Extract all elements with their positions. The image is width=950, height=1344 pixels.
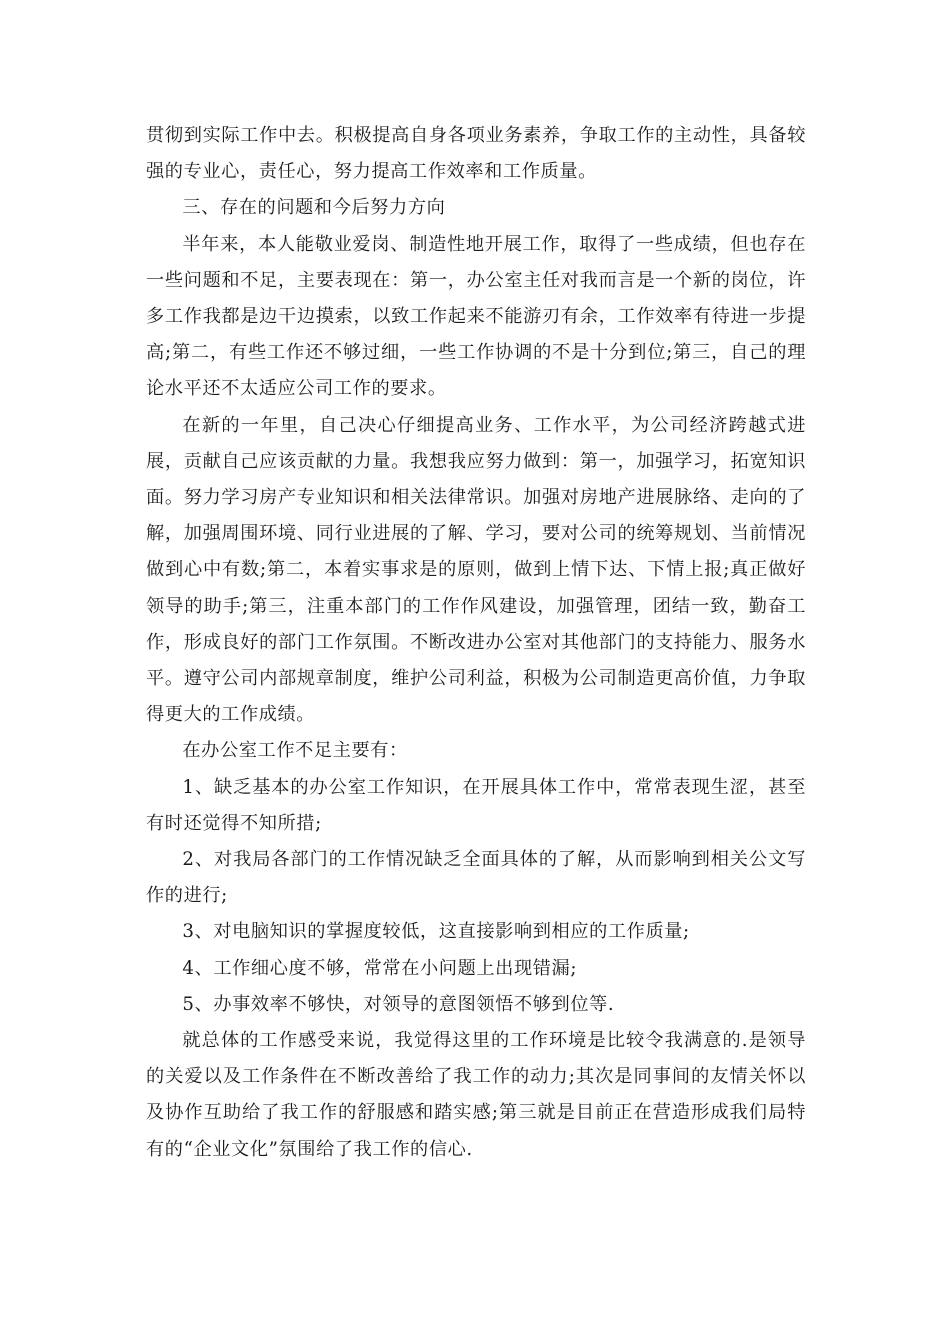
list-item: 4、工作细心度不够，常常在小问题上出现错漏; bbox=[182, 957, 578, 979]
section-heading: 三、存在的问题和今后努力方向 bbox=[182, 197, 446, 219]
paragraph-continuation: 贯彻到实际工作中去。积极提高自身各项业务素养，争取工作的主动性，具备较强的专业心，责任心，努力提高工作效率和工作质量。 bbox=[146, 125, 806, 183]
list-item: 5、办事效率不够快，对领导的意图领悟不够到位等. bbox=[182, 993, 615, 1015]
document-body bbox=[146, 118, 806, 1168]
paragraph-plans: 在新的一年里，自己决心仔细提高业务、工作水平，为公司经济跨越式进展，贡献自己应该贡献的力量。我想我应努力做到：第一，加强学习，拓宽知识面。努力学习房产专业知识和相关法律常识。加强对房地产进展脉络、走向的了解，加强周围环境、同行业进展的了解、学习，要对公司的统筹规划、当前情况做到心中有数;第二，本着实事求是的原则，做到上情下达、下情上报;真正做好领导的助手;第三，注重本部门的工作作风建设，加强管理，团结一致，勤奋工作，形成良好的部门工作氛围。不断改进办公室对其他部门的支持能力、服务水平。遵守公司内部规章制度，维护公司利益，积极为公司制造更高价值，力争取得更大的工作成绩。 bbox=[146, 414, 806, 726]
paragraph-problems: 半年来，本人能敬业爱岗、制造性地开展工作，取得了一些成绩，但也存在一些问题和不足，主要表现在：第一，办公室主任对我而言是一个新的岗位，许多工作我都是边干边摸索，以致工作起来不能游刃有余，工作效率有待进一步提高;第二，有些工作还不够过细，一些工作协调的不是十分到位;第三，自己的理论水平还不太适应公司工作的要求。 bbox=[146, 233, 806, 400]
list-item: 1、缺乏基本的办公室工作知识，在开展具体工作中，常常表现生涩，甚至有时还觉得不知所措; bbox=[146, 776, 806, 834]
paragraph-shortcomings-intro: 在办公室工作不足主要有： bbox=[182, 740, 408, 762]
list-item: 3、对电脑知识的掌握度较低，这直接影响到相应的工作质量; bbox=[182, 921, 690, 943]
list-item: 2、对我局各部门的工作情况缺乏全面具体的了解，从而影响到相关公文写作的进行; bbox=[146, 849, 806, 907]
paragraph-conclusion: 就总体的工作感受来说，我觉得这里的工作环境是比较令我满意的.是领导的关爱以及工作条件在不断改善给了我工作的动力;其次是同事间的友情关怀以及协作互助给了我工作的舒服感和踏实感;第三就是目前正在营造形成我们局特有的“企业文化”氛围给了我工作的信心. bbox=[146, 1030, 806, 1160]
